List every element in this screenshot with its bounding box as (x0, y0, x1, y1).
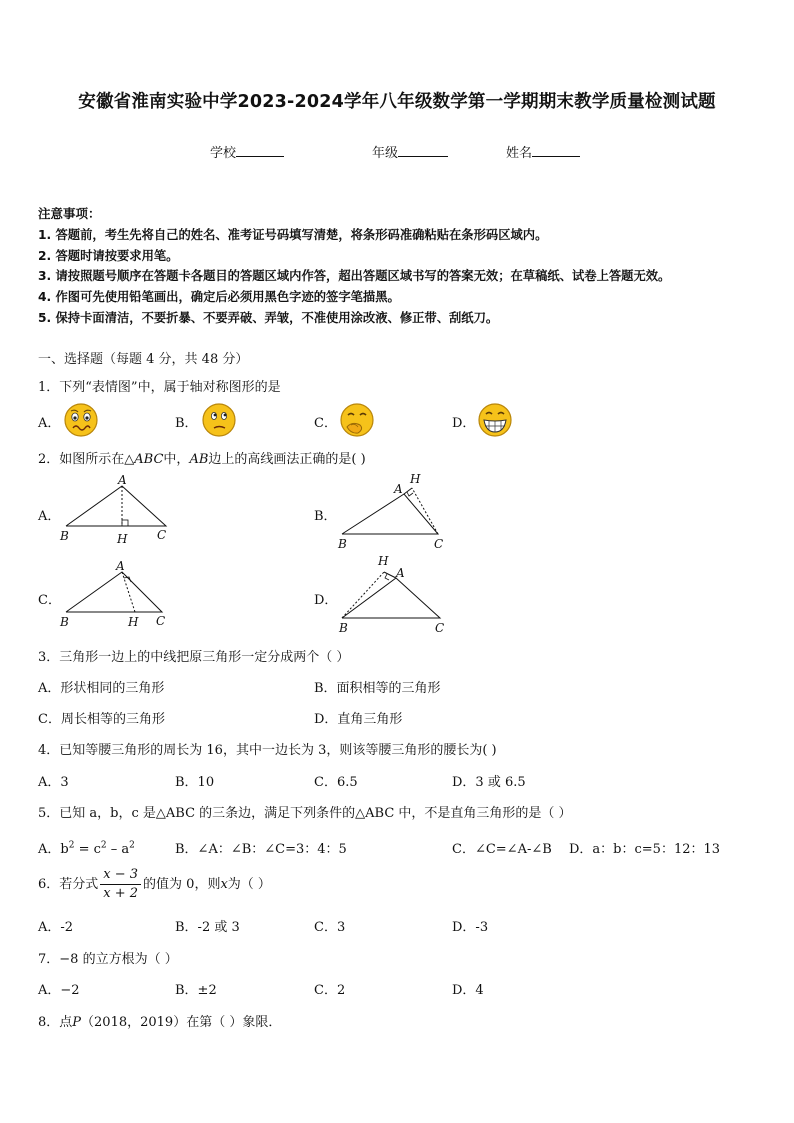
question-4-stem: 4．已知等腰三角形的周长为 16，其中一边长为 3，则该等腰三角形的腰长为( ) (38, 743, 497, 758)
foot-label-h: H (117, 532, 128, 546)
q5-option-b[interactable]: B．∠A：∠B：∠C=3：4：5 (175, 842, 347, 857)
q6-option-b[interactable]: B．-2 或 3 (175, 920, 240, 935)
q2-stem-pre: 2．如图所示在 (38, 452, 125, 467)
q6-stem-mid: 的值为 0，则 (143, 877, 221, 892)
school-blank[interactable] (236, 142, 284, 157)
q6-option-d[interactable]: D．-3 (452, 920, 489, 935)
q7-option-c[interactable]: C．2 (314, 983, 346, 998)
q2-option-d-label: D． (314, 593, 338, 608)
triangle-diagram-b[interactable] (332, 470, 452, 552)
worried-face-icon[interactable] (62, 401, 100, 439)
question-1-stem: 1．下列“表情图”中，属于轴对称图形的是 (38, 380, 281, 395)
school-field[interactable] (210, 142, 284, 161)
q4-option-c[interactable]: C．6.5 (314, 775, 358, 790)
hand-over-mouth-face-icon[interactable] (338, 401, 376, 439)
q3-option-b[interactable]: B．面积相等的三角形 (314, 681, 441, 696)
notes-title: 注意事项： (38, 206, 101, 221)
q6-stem-pre: 6．若分式 (38, 877, 99, 892)
note-item: 3. 请按照题号顺序在答题卡各题目的答题区域内作答，超出答题区域书写的答案无效；在草稿纸、试卷上答题无效。 (38, 269, 671, 283)
question-5-stem: 5．已知 a，b，c 是△ABC 的三条边，满足下列条件的△ABC 中，不是直角三角形的是（ ） (38, 806, 572, 821)
q1-option-d-label: D． (452, 416, 476, 431)
q2-option-b-label: B． (314, 509, 337, 524)
vertex-label-a: A (396, 566, 405, 580)
q5-option-a[interactable] (38, 838, 135, 857)
vertex-label-a: A (116, 559, 125, 573)
note-item: 4. 作图可先使用铅笔画出，确定后必须用黑色字迹的签字笔描黑。 (38, 290, 400, 304)
triangle-diagram-d[interactable] (332, 552, 452, 638)
q3-option-a[interactable]: A．形状相同的三角形 (38, 681, 165, 696)
q5-a-text: A．b (38, 842, 69, 857)
q1-option-a-label: A． (38, 416, 61, 431)
q3-option-c[interactable]: C．周长相等的三角形 (38, 712, 165, 727)
name-blank[interactable] (532, 142, 580, 157)
question-8-stem (38, 1011, 281, 1030)
superscript: 2 (129, 840, 135, 851)
q8-stem-post: （2018，2019）在第（ ）象限． (81, 1015, 282, 1030)
grinning-face-icon[interactable] (476, 401, 514, 439)
exam-title: 安徽省淮南实验中学2023-2024学年八年级数学第一学期期末教学质量检测试题 (78, 92, 716, 112)
foot-label-h: H (378, 554, 389, 568)
q3-option-d[interactable]: D．直角三角形 (314, 712, 403, 727)
q8-variable: P (72, 1015, 82, 1030)
superscript: 2 (100, 840, 107, 851)
question-2-stem (38, 448, 366, 467)
vertex-label-b: B (60, 529, 69, 543)
triangle-diagram-c[interactable] (56, 558, 176, 634)
superscript: 2 (68, 840, 75, 851)
vertex-label-b: B (339, 621, 348, 635)
foot-label-h: H (128, 615, 139, 629)
question-7-stem: 7．−8 的立方根为（ ） (38, 952, 178, 967)
question-6-stem (38, 866, 271, 903)
vertex-label-a: A (394, 482, 403, 496)
vertex-label-a: A (118, 473, 127, 487)
q7-option-a[interactable]: A．−2 (38, 983, 80, 998)
q7-option-d[interactable]: D．4 (452, 983, 484, 998)
foot-label-h: H (410, 472, 421, 486)
q5-option-d[interactable]: D．a：b：c=5：12：13 (569, 842, 721, 857)
q5-a-text: = c (74, 842, 101, 857)
q6-stem-post: 为（ ） (227, 877, 271, 892)
q2-option-c-label: C． (38, 593, 61, 608)
q7-option-b[interactable]: B．±2 (175, 983, 217, 998)
vertex-label-c: C (156, 614, 166, 628)
q1-option-c-label: C． (314, 416, 337, 431)
triangle-diagram-a[interactable] (56, 472, 176, 548)
grade-label: 年级 (372, 146, 399, 161)
q4-option-d[interactable]: D．3 或 6.5 (452, 775, 526, 790)
q5-a-text: – a (106, 842, 130, 857)
section-heading: 一、选择题（每题 4 分，共 48 分） (38, 352, 249, 367)
school-label: 学校 (210, 146, 237, 161)
note-item: 2. 答题时请按要求用笔。 (38, 249, 179, 263)
fraction-denominator: x + 2 (103, 886, 139, 901)
note-item: 5. 保持卡面清洁，不要折暴、不要弄破、弄皱，不准使用涂改液、修正带、刮纸刀。 (38, 311, 499, 325)
fraction (100, 866, 141, 903)
q2-triangle: △ABC (124, 452, 164, 467)
q6-option-c[interactable]: C．3 (314, 920, 346, 935)
q2-option-a-label: A． (38, 509, 61, 524)
vertex-label-c: C (435, 621, 445, 635)
grade-field[interactable] (372, 142, 448, 161)
q6-option-a[interactable]: A．-2 (38, 920, 74, 935)
note-item: 1. 答题前，考生先将自己的姓名、准考证号码填写清楚，将条形码准确粘贴在条形码区域内。 (38, 228, 548, 242)
q1-option-b-label: B． (175, 416, 198, 431)
fraction-numerator: x − 3 (100, 866, 141, 885)
vertex-label-c: C (434, 537, 444, 551)
vertex-label-b: B (60, 615, 69, 629)
name-field[interactable] (506, 142, 580, 161)
grade-blank[interactable] (398, 142, 448, 157)
q2-stem-mid: 中， (163, 452, 190, 467)
q8-stem-pre: 8．点 (38, 1015, 73, 1030)
name-label: 姓名 (506, 146, 533, 161)
q6-variable: x (220, 877, 228, 892)
vertex-label-c: C (157, 528, 167, 542)
q2-side: AB (189, 452, 209, 467)
thinking-face-icon[interactable] (200, 401, 238, 439)
q2-stem-post: 边上的高线画法正确的是( ) (208, 452, 366, 467)
q4-option-a[interactable]: A．3 (38, 775, 69, 790)
question-3-stem: 3．三角形一边上的中线把原三角形一定分成两个（ ） (38, 650, 350, 665)
q4-option-b[interactable]: B．10 (175, 775, 215, 790)
q5-option-c[interactable]: C．∠C=∠A-∠B (452, 842, 552, 857)
vertex-label-b: B (338, 537, 347, 551)
